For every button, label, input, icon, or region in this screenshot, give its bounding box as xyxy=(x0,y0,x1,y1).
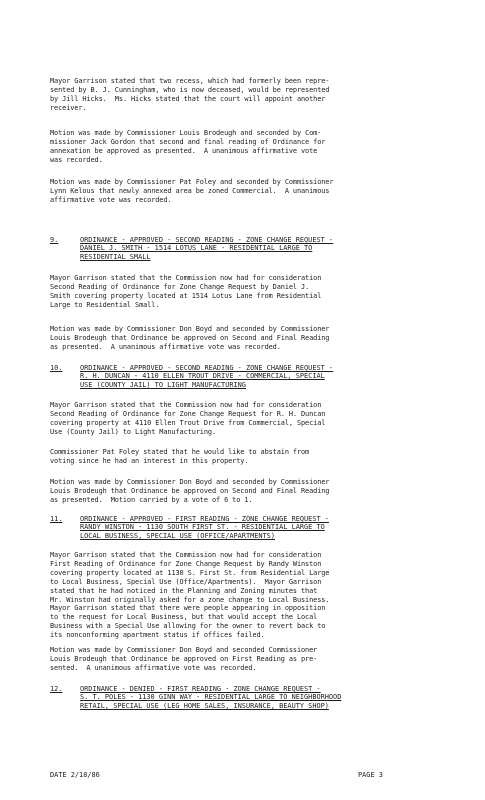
paragraph-winston-motion: Motion was made by Commissioner Don Boyd and seconded Commissioner Louis Brodeugh that Ordinance be approved on First Reading as pre- sented. A unanimous affirmative vote was recorded. xyxy=(50,646,318,672)
paragraph-winston-consideration: Mayor Garrison stated that the Commission now had for consideration First Reading of Ordinance for Zone Change Request by Randy Winston covering property located at 1130 S. First St. from Residential Large to Local Business, Special Use (Office/Apartments). Mayor Garrison stated that he had noticed in the Planning and Zoning minutes that Mr. Winston had originally asked for a zone change to Local Business. Mayor Garrison stated that there were people appearing in opposition to the request for Local Business, but that would accept the Local Business with a Special Use allowing for the owner to revert back to its nonconforming apartment status if offices failed. xyxy=(50,551,330,640)
item-title: ORDINANCE - DENIED - FIRST READING - ZONE CHANGE REQUEST - S. T. POLES - 1130 GINN WAY - RESIDENTIAL LARGE TO NEIGHBORHOOD RETAIL, SPECIAL USE (LEG HOME SALES, INSURANCE, BEAUTY SHOP) xyxy=(80,685,342,710)
paragraph-smith-consideration: Mayor Garrison stated that the Commission now had for consideration Second Reading of Ordinance for Zone Change Request by Daniel J. Smith covering property located at 1514 Lotus Lane from Residential Large to Residential Small. xyxy=(50,274,322,309)
paragraph-duncan-motion: Motion was made by Commissioner Don Boyd and seconded by Commissioner Louis Brodeugh that Ordinance be approved on Second and Final Reading as presented. Motion carried by a vote of 6 to 1. xyxy=(50,478,330,504)
item-number: 12. xyxy=(50,685,63,693)
agenda-item-10 xyxy=(50,364,470,398)
paragraph-receiver: Mayor Garrison stated that two recess, which had formerly been repre- sented by B. J. Cunningham, who is now deceased, would be represented by Jill Hicks. Ms. Hicks stated that the court will appoint another receiver. xyxy=(50,77,330,112)
agenda-item-11 xyxy=(50,515,470,549)
agenda-item-9 xyxy=(50,236,470,270)
paragraph-zoning-motion: Motion was made by Commissioner Pat Foley and seconded by Commissioner Lynn Kelous that newly annexed area be zoned Commercial. A unanimous affirmative vote was recorded. xyxy=(50,178,334,204)
item-title: ORDINANCE - APPROVED - SECOND READING - ZONE CHANGE REQUEST - R. H. DUNCAN - 4110 ELLEN TROUT DRIVE - COMMERCIAL, SPECIAL USE (COUNTY JAIL) TO LIGHT MANUFACTURING xyxy=(80,364,334,389)
item-number: 9. xyxy=(50,236,59,244)
paragraph-foley-abstain: Commissioner Pat Foley stated that he would like to abstain from voting since he had an interest in this property. xyxy=(50,448,310,465)
paragraph-duncan-consideration: Mayor Garrison stated that the Commission now had for consideration Second Reading of Ordinance for Zone Change Request for R. H. Duncan covering property at 4110 Ellen Trout Drive from Commercial, Special Use (County Jail) to Light Manufacturing. xyxy=(50,401,326,436)
item-title: ORDINANCE - APPROVED - SECOND READING - ZONE CHANGE REQUEST - DANIEL J. SMITH - 1514 LOTUS LANE - RESIDENTIAL LARGE TO RESIDENTIAL SMALL xyxy=(80,236,334,261)
item-number: 11. xyxy=(50,515,63,523)
footer-page-number: PAGE 3 xyxy=(358,771,383,779)
footer-date: DATE 2/18/86 xyxy=(50,771,100,779)
paragraph-annexation-motion: Motion was made by Commissioner Louis Brodeugh and seconded by Com- missioner Jack Gordon that second and final reading of Ordinance for annexation be approved as presented. A unanimous affirmative vote was recorded. xyxy=(50,129,326,164)
paragraph-smith-motion: Motion was made by Commissioner Don Boyd and seconded by Commissioner Louis Brodeugh that Ordinance be approved on Second and Final Reading as presented. A unanimous affirmative vote was recorded. xyxy=(50,325,330,351)
item-title: ORDINANCE - APPROVED - FIRST READING - ZONE CHANGE REQUEST - RANDY WINSTON - 1130 SOUTH FIRST ST. - RESIDENTIAL LARGE TO LOCAL BUSINESS, SPECIAL USE (OFFICE/APARTMENTS) xyxy=(80,515,329,540)
agenda-item-12 xyxy=(50,685,470,719)
item-number: 10. xyxy=(50,364,63,372)
